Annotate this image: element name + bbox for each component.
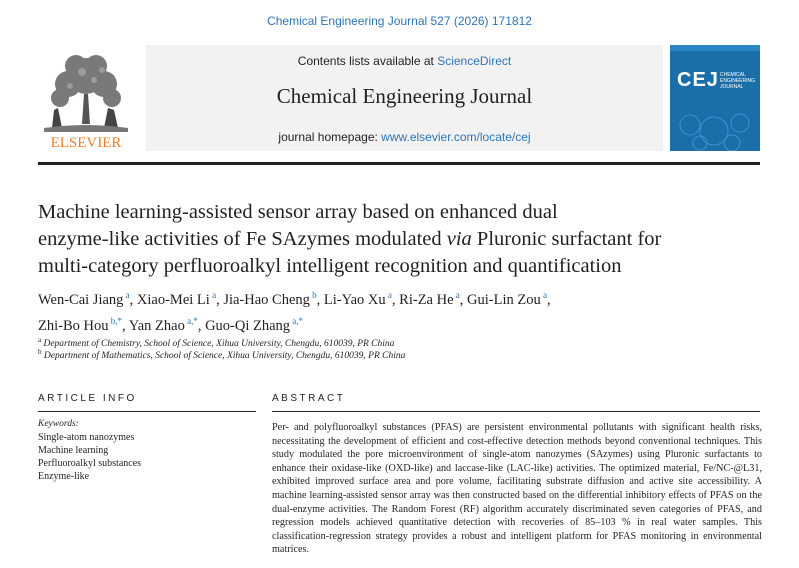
affiliation-b [38, 348, 405, 361]
author-list: Wen-Cai Jiang $^a$, Xiao-Mei Li $^a$, Jia-Hao Cheng $^b$, Li-Yao Xu $^a$, Ri-Za He $^a$, Gui-Lin Zou $^a$, Zhi-Bo Hou $^{b,*}$, Yan Zhao $^{a,*}$, Guo-Qi Zhang $^{a,*}$ [38, 290, 551, 334]
author[interactable]: Li-Yao Xu $^a$ [323, 290, 392, 308]
contents-line [146, 54, 663, 68]
elsevier-wordmark: ELSEVIER [50, 135, 122, 150]
author[interactable]: Zhi-Bo Hou $^{b,*}$ [38, 315, 122, 334]
abstract-text: Per- and polyfluoroalkyl substances (PFAS) are persistent environmental pollutants with significant health risks, necessitating the development of efficient and cost-effective detection methods beyond conventional techniques. This study modulated the pore microenvironment of single-atom nanozymes (SAzymes) using Pluronic surfactants to enhance their oxidase-like (OXD-like) and laccase-like (LAC-like) activities. The optimized material, Fe/NC-@L31, exhibited improved surface area and pore volume, facilitating substrate diffusion and active site accessibility. A machine learning-assisted sensor array was then constructed based on the differential inhibitory effects of PFAS on the dual-enzyme activities. The Random Forest (RF) algorithm accurately discriminated seven categories of PFAS, and regression models achieved quantitative detection with recoveries of 85–103 % in real water samples. This classification-regression strategy provides a robust and intelligent platform for PFAS monitoring in environmental matrices. [272, 422, 762, 556]
keyword: Enzyme-like [38, 471, 90, 482]
keyword: Single-atom nanozymes [38, 432, 135, 443]
journal-name[interactable]: Chemical Engineering Journal [276, 84, 533, 108]
homepage-line [146, 130, 663, 144]
author[interactable]: Guo-Qi Zhang $^{a,*}$ [205, 315, 304, 334]
elsevier-tree-logo[interactable] [38, 46, 134, 150]
author[interactable]: Gui-Lin Zou $^a$ [467, 290, 547, 308]
author[interactable]: Jia-Hao Cheng $^b$ [223, 290, 317, 308]
author[interactable]: Xiao-Mei Li $^a$ [136, 290, 217, 308]
article-title [38, 199, 768, 280]
keyword: Machine learning [38, 445, 109, 456]
cover-subtitle: CHEMICAL ENGINEERING JOURNAL [720, 72, 756, 90]
title-line-2-part-b: Pluronic surfactant for [471, 228, 662, 250]
title-line-2 [38, 226, 768, 253]
sciencedirect-link[interactable]: ScienceDirect [437, 54, 512, 68]
journal-homepage-link[interactable]: www.elsevier.com/locate/cej [381, 130, 531, 144]
author[interactable]: Yan Zhao $^{a,*}$ [128, 315, 198, 334]
journal-cover-image[interactable] [670, 45, 760, 151]
homepage-prefix: journal homepage: [278, 130, 382, 144]
contents-prefix: Contents lists available at [297, 54, 438, 68]
author[interactable]: Ri-Za He $^a$ [399, 290, 460, 308]
abstract-divider [272, 411, 760, 412]
article-info-heading: ARTICLE INFO [38, 393, 137, 404]
title-line-1: Machine learning-assisted sensor array based on enhanced dual [38, 201, 558, 223]
title-line-3: multi-category perfluoroalkyl intelligent recognition and quantification [38, 255, 622, 277]
elsevier-tree-icon [38, 46, 134, 150]
affiliation-text: Department of Mathematics, School of Science, Xihua University, Chengdu, 610039, PR China [43, 351, 406, 362]
title-line-2-italic: via [446, 228, 472, 250]
affiliation-label: b [38, 348, 42, 356]
article-info-divider [38, 411, 256, 412]
affiliation-text: Department of Chemistry, School of Science, Xihua University, Chengdu, 610039, PR China [43, 339, 395, 350]
keyword: Perfluoroalkyl substances [38, 458, 142, 469]
affiliation-label: a [38, 336, 42, 344]
header-divider [38, 162, 760, 165]
abstract-heading: ABSTRACT [272, 393, 346, 404]
journal-citation[interactable]: Chemical Engineering Journal 527 (2026) 171812 [267, 14, 532, 28]
keywords-label: Keywords: [38, 419, 79, 429]
author[interactable]: Wen-Cai Jiang $^a$ [38, 290, 130, 308]
cover-pattern-icon [670, 45, 760, 151]
cover-abbrev: CEJ [677, 69, 719, 91]
title-line-2-part-a: enzyme-like activities of Fe SAzymes modulated [38, 228, 447, 250]
